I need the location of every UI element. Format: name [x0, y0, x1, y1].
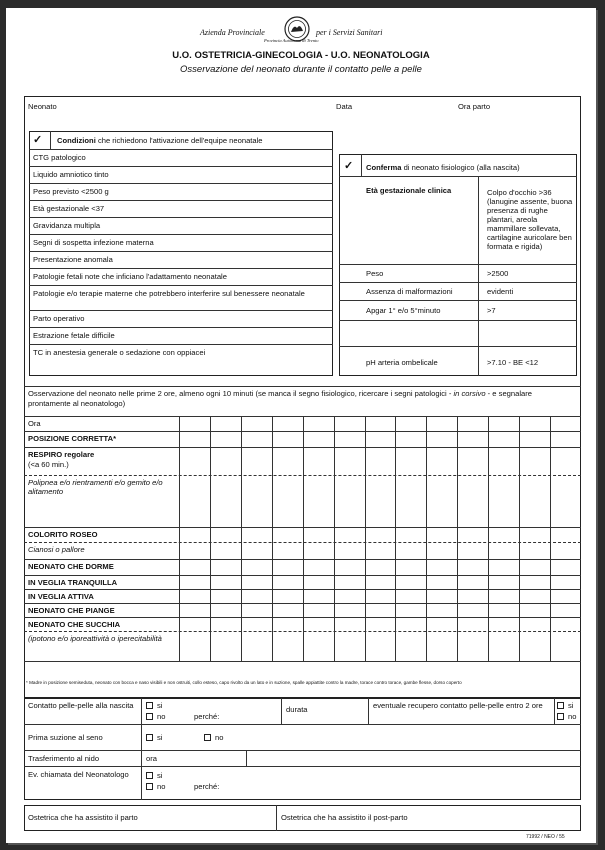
- observation-cell[interactable]: [179, 559, 210, 575]
- observation-cell[interactable]: [241, 575, 272, 589]
- suzione-label: Prima suzione al seno: [28, 733, 103, 742]
- observation-row-label: NEONATO CHE PIANGE: [28, 606, 115, 615]
- observation-cell[interactable]: [550, 431, 581, 447]
- chiamata-si[interactable]: si: [146, 771, 162, 780]
- observation-row-label: COLORITO ROSEO: [28, 530, 98, 539]
- observation-cell[interactable]: [519, 603, 550, 617]
- observation-cell[interactable]: [550, 617, 581, 631]
- observation-cell[interactable]: [519, 542, 550, 559]
- observation-cell[interactable]: [426, 475, 457, 527]
- observation-cell[interactable]: [395, 589, 426, 603]
- observation-cell[interactable]: [272, 631, 303, 661]
- observation-cell[interactable]: [365, 475, 396, 527]
- neonato-field[interactable]: [66, 99, 331, 119]
- observation-cell[interactable]: [365, 603, 396, 617]
- recupero-si[interactable]: si: [557, 701, 573, 710]
- observation-cell[interactable]: [457, 447, 488, 475]
- recupero-no[interactable]: no: [557, 712, 576, 721]
- observation-cell[interactable]: [334, 475, 365, 527]
- condition-item: Parto operativo: [33, 314, 85, 323]
- confirm-label: Apgar 1° e/o 5°minuto: [366, 305, 441, 315]
- observation-cell[interactable]: [334, 416, 365, 431]
- observation-cell[interactable]: [395, 559, 426, 575]
- checkbox[interactable]: [146, 713, 153, 720]
- confirm-title: Conferma di neonato fisiologico (alla nascita): [366, 163, 520, 172]
- observation-cell[interactable]: [550, 542, 581, 559]
- observation-cell[interactable]: [550, 575, 581, 589]
- observation-cell[interactable]: [365, 575, 396, 589]
- observation-cell[interactable]: [457, 617, 488, 631]
- observation-cell[interactable]: [241, 431, 272, 447]
- observation-cell[interactable]: [457, 559, 488, 575]
- observation-cell[interactable]: [210, 617, 241, 631]
- observation-cell[interactable]: [519, 475, 550, 527]
- observation-cell[interactable]: [179, 617, 210, 631]
- observation-cell[interactable]: [519, 589, 550, 603]
- observation-cell[interactable]: [210, 431, 241, 447]
- checkbox[interactable]: [146, 772, 153, 779]
- observation-cell[interactable]: [272, 527, 303, 542]
- observation-cell[interactable]: [179, 589, 210, 603]
- observation-cell[interactable]: [550, 475, 581, 527]
- footnote: * Madre in posizione semiseduta, neonato con bocca e naso visibili e non ostruiti, collo esteso, capo rivolto da un lato e in suzione, spalle appiattite contro la madre, torace contro torace, gambe flesse, dorso coperto: [26, 680, 462, 685]
- chiamata-perche: perché:: [194, 782, 220, 791]
- observation-cell[interactable]: [519, 617, 550, 631]
- observation-cell[interactable]: [395, 527, 426, 542]
- checkbox[interactable]: [204, 734, 211, 741]
- confirm-label: Assenza di malformazioni: [366, 286, 453, 296]
- observation-cell[interactable]: [179, 475, 210, 527]
- observation-cell[interactable]: [303, 447, 334, 475]
- observation-cell[interactable]: [365, 416, 396, 431]
- observation-cell[interactable]: [519, 527, 550, 542]
- observation-cell[interactable]: [457, 527, 488, 542]
- condition-item: Presentazione anomala: [33, 255, 113, 264]
- ora-parto-field[interactable]: [498, 99, 578, 119]
- observation-cell[interactable]: [303, 559, 334, 575]
- observation-cell[interactable]: [457, 575, 488, 589]
- condition-item: CTG patologico: [33, 153, 86, 162]
- observation-cell[interactable]: [303, 589, 334, 603]
- checkbox[interactable]: [557, 702, 564, 709]
- observation-cell[interactable]: [488, 416, 519, 431]
- observation-cell[interactable]: [519, 447, 550, 475]
- confirm-check-icon: ✓: [344, 160, 354, 172]
- observation-cell[interactable]: [334, 603, 365, 617]
- org-right: per i Servizi Sanitari: [316, 28, 383, 37]
- observation-cell[interactable]: [426, 575, 457, 589]
- observation-cell[interactable]: [488, 527, 519, 542]
- observation-cell[interactable]: [210, 527, 241, 542]
- trasferimento-ora: ora: [146, 754, 157, 763]
- observation-row-label: RESPIRO regolare: [28, 450, 95, 459]
- conditions-title: Condizioni che richiedono l'attivazione dell'equipe neonatale: [57, 136, 263, 145]
- observation-cell[interactable]: [272, 416, 303, 431]
- data-field[interactable]: [358, 99, 453, 119]
- contatto-perche: perché:: [194, 712, 220, 721]
- confirm-label: Peso: [366, 268, 384, 278]
- observation-cell[interactable]: [241, 416, 272, 431]
- observation-cell[interactable]: [426, 603, 457, 617]
- observation-cell[interactable]: [241, 559, 272, 575]
- observation-cell[interactable]: [426, 559, 457, 575]
- confirm-value: Colpo d'occhio >36 (lanugine assente, buona presenza di rughe plantari, areola mammillare sollevata, cartilagine auricolare ben formata e rigida): [487, 188, 573, 251]
- observation-cell[interactable]: [210, 542, 241, 559]
- observation-cell[interactable]: [395, 603, 426, 617]
- condition-item: TC in anestesia generale o sedazione con oppiacei: [33, 348, 206, 357]
- observation-cell[interactable]: [457, 603, 488, 617]
- observation-cell[interactable]: [519, 431, 550, 447]
- contatto-label: Contatto pelle-pelle alla nascita: [28, 701, 134, 710]
- observation-cell[interactable]: [365, 542, 396, 559]
- observation-cell[interactable]: [179, 447, 210, 475]
- chiamata-label: Ev. chiamata del Neonatologo: [28, 770, 129, 779]
- observation-cell[interactable]: [210, 631, 241, 661]
- observation-cell[interactable]: [210, 575, 241, 589]
- observation-row-label: Ora: [28, 419, 41, 428]
- observation-cell[interactable]: [426, 617, 457, 631]
- observation-cell[interactable]: [303, 542, 334, 559]
- condition-item: Segni di sospetta infezione materna: [33, 238, 154, 247]
- confirm-label: Età gestazionale clinica: [366, 186, 452, 195]
- observation-intro: Osservazione del neonato nelle prime 2 ore, almeno ogni 10 minuti (se manca il segno fisiologico, ricercare i segni patologici - in corsivo - e segnalare prontamente al neonatologo): [28, 389, 532, 408]
- observation-cell[interactable]: [426, 431, 457, 447]
- neonato-label: Neonato: [28, 102, 57, 111]
- form-code: 71992 / NEO / 55: [526, 834, 565, 840]
- observation-cell[interactable]: [519, 575, 550, 589]
- condition-item: Patologie e/o terapie materne che potrebbero interferire sul benessere neonatale: [33, 289, 305, 298]
- observation-cell[interactable]: [334, 589, 365, 603]
- durata-label: durata: [286, 705, 308, 714]
- observation-row-label: NEONATO CHE SUCCHIA: [28, 620, 121, 629]
- observation-cell[interactable]: [272, 589, 303, 603]
- observation-cell[interactable]: [272, 559, 303, 575]
- observation-cell[interactable]: [179, 527, 210, 542]
- observation-cell[interactable]: [488, 631, 519, 661]
- checkbox[interactable]: [557, 713, 564, 720]
- observation-cell[interactable]: [488, 589, 519, 603]
- observation-cell[interactable]: [241, 447, 272, 475]
- observation-cell[interactable]: [550, 631, 581, 661]
- suzione-si[interactable]: si: [146, 733, 162, 742]
- observation-cell[interactable]: [334, 527, 365, 542]
- org-left: Azienda Provinciale: [200, 28, 265, 37]
- form-title: Osservazione del neonato durante il contatto pelle a pelle: [180, 64, 422, 75]
- observation-cell[interactable]: [272, 431, 303, 447]
- observation-cell[interactable]: [210, 559, 241, 575]
- observation-cell[interactable]: [395, 431, 426, 447]
- observation-cell[interactable]: [303, 617, 334, 631]
- observation-row-label: (ipotono e/o iporeattività o iperecitabilità: [28, 634, 162, 643]
- observation-cell[interactable]: [210, 475, 241, 527]
- checkbox[interactable]: [146, 702, 153, 709]
- contatto-si[interactable]: si: [146, 701, 162, 710]
- observation-cell[interactable]: [179, 542, 210, 559]
- observation-cell[interactable]: [272, 603, 303, 617]
- observation-cell[interactable]: [457, 631, 488, 661]
- condition-item: Patologie fetali note che inficiano l'adattamento neonatale: [33, 272, 227, 281]
- observation-cell[interactable]: [395, 617, 426, 631]
- observation-cell[interactable]: [550, 559, 581, 575]
- observation-cell[interactable]: [365, 447, 396, 475]
- observation-cell[interactable]: [519, 416, 550, 431]
- observation-cell[interactable]: [272, 617, 303, 631]
- observation-cell[interactable]: [210, 589, 241, 603]
- observation-cell[interactable]: [488, 575, 519, 589]
- observation-cell[interactable]: [303, 475, 334, 527]
- condition-item: Estrazione fetale difficile: [33, 331, 115, 340]
- observation-cell[interactable]: [334, 575, 365, 589]
- observation-cell[interactable]: [550, 416, 581, 431]
- condition-item: Peso previsto <2500 g: [33, 187, 109, 196]
- observation-row-label: Cianosi o pallore: [28, 545, 85, 554]
- checkbox[interactable]: [146, 783, 153, 790]
- condition-item: Età gestazionale <37: [33, 204, 105, 213]
- org-sub: Provincia Autonoma di Trento: [264, 38, 319, 43]
- observation-cell[interactable]: [241, 475, 272, 527]
- observation-cell[interactable]: [303, 575, 334, 589]
- observation-cell[interactable]: [395, 631, 426, 661]
- observation-cell[interactable]: [488, 603, 519, 617]
- observation-cell[interactable]: [210, 447, 241, 475]
- observation-cell[interactable]: [334, 559, 365, 575]
- form-sheet: [6, 8, 596, 843]
- observation-cell[interactable]: [365, 431, 396, 447]
- observation-cell[interactable]: [550, 527, 581, 542]
- condition-item: Liquido amniotico tinto: [33, 170, 109, 179]
- observation-cell[interactable]: [210, 416, 241, 431]
- recupero-label: eventuale recupero contatto pelle-pelle entro 2 ore: [373, 701, 543, 710]
- observation-cell[interactable]: [457, 431, 488, 447]
- observation-cell[interactable]: [457, 589, 488, 603]
- observation-cell[interactable]: [550, 603, 581, 617]
- observation-cell[interactable]: [334, 431, 365, 447]
- contatto-no[interactable]: no: [146, 712, 165, 721]
- observation-cell[interactable]: [241, 527, 272, 542]
- observation-row-label: IN VEGLIA ATTIVA: [28, 592, 94, 601]
- observation-cell[interactable]: [272, 447, 303, 475]
- observation-cell[interactable]: [488, 542, 519, 559]
- observation-cell[interactable]: [426, 527, 457, 542]
- observation-cell[interactable]: [210, 603, 241, 617]
- trasferimento-label: Trasferimento al nido: [28, 754, 100, 763]
- observation-cell[interactable]: [365, 527, 396, 542]
- observation-cell[interactable]: [488, 447, 519, 475]
- checkbox[interactable]: [146, 734, 153, 741]
- observation-cell[interactable]: [395, 416, 426, 431]
- observation-cell[interactable]: [334, 617, 365, 631]
- confirm-label: pH arteria ombelicale: [366, 358, 438, 367]
- confirm-value: >7.10 - BE <12: [487, 358, 539, 367]
- ora-parto-label: Ora parto: [458, 102, 491, 111]
- observation-cell[interactable]: [241, 589, 272, 603]
- observation-cell[interactable]: [303, 416, 334, 431]
- observation-cell[interactable]: [179, 416, 210, 431]
- observation-cell[interactable]: [488, 431, 519, 447]
- observation-cell[interactable]: [365, 631, 396, 661]
- condition-item: Gravidanza multipla: [33, 221, 101, 230]
- observation-cell[interactable]: [241, 542, 272, 559]
- observation-cell[interactable]: [272, 575, 303, 589]
- observation-cell[interactable]: [519, 559, 550, 575]
- observation-cell[interactable]: [334, 631, 365, 661]
- observation-cell[interactable]: [395, 542, 426, 559]
- observation-cell[interactable]: [519, 631, 550, 661]
- observation-cell[interactable]: [179, 631, 210, 661]
- observation-cell[interactable]: [241, 603, 272, 617]
- observation-cell[interactable]: [179, 603, 210, 617]
- observation-cell[interactable]: [550, 447, 581, 475]
- data-label: Data: [336, 102, 353, 111]
- observation-row-label: IN VEGLIA TRANQUILLA: [28, 578, 118, 587]
- observation-cell[interactable]: [457, 416, 488, 431]
- observation-row-label: POSIZIONE CORRETTA*: [28, 434, 117, 443]
- chiamata-no[interactable]: no: [146, 782, 165, 791]
- confirm-value: >7: [487, 305, 496, 315]
- observation-cell[interactable]: [303, 527, 334, 542]
- observation-cell[interactable]: [426, 589, 457, 603]
- observation-cell[interactable]: [365, 589, 396, 603]
- observation-cell[interactable]: [241, 617, 272, 631]
- observation-cell[interactable]: [334, 447, 365, 475]
- observation-cell[interactable]: [272, 475, 303, 527]
- confirm-value: >2500: [487, 268, 509, 278]
- observation-cell[interactable]: [426, 631, 457, 661]
- observation-cell[interactable]: [395, 475, 426, 527]
- ostetrica-parto-label: Ostetrica che ha assistito il parto: [28, 813, 138, 822]
- observation-row-label: Polipnea e/o rientramenti e/o gemito e/o alitamento: [28, 478, 163, 496]
- confirm-value: evidenti: [487, 286, 514, 296]
- observation-cell[interactable]: [488, 617, 519, 631]
- observation-cell[interactable]: [426, 416, 457, 431]
- observation-row-label: NEONATO CHE DORME: [28, 562, 114, 571]
- observation-cell[interactable]: [272, 542, 303, 559]
- observation-cell[interactable]: [550, 589, 581, 603]
- observation-cell[interactable]: [457, 542, 488, 559]
- observation-cell[interactable]: [334, 542, 365, 559]
- observation-cell[interactable]: [395, 575, 426, 589]
- observation-cell[interactable]: [395, 447, 426, 475]
- observation-cell[interactable]: [303, 431, 334, 447]
- observation-cell[interactable]: [365, 617, 396, 631]
- observation-cell[interactable]: [303, 631, 334, 661]
- observation-cell[interactable]: [241, 631, 272, 661]
- observation-cell[interactable]: [488, 475, 519, 527]
- conditions-check-icon: ✓: [33, 134, 43, 146]
- unit-title: U.O. OSTETRICIA-GINECOLOGIA - U.O. NEONATOLOGIA: [172, 50, 430, 61]
- observation-cell[interactable]: [426, 542, 457, 559]
- observation-cell[interactable]: [365, 559, 396, 575]
- observation-cell[interactable]: [457, 475, 488, 527]
- observation-cell[interactable]: [488, 559, 519, 575]
- observation-cell[interactable]: [179, 431, 210, 447]
- observation-row-sub: (<a 60 min.): [28, 460, 69, 469]
- observation-cell[interactable]: [179, 575, 210, 589]
- observation-cell[interactable]: [303, 603, 334, 617]
- suzione-no[interactable]: no: [204, 733, 223, 742]
- ostetrica-post-label: Ostetrica che ha assistito il post-parto: [281, 813, 408, 822]
- observation-cell[interactable]: [426, 447, 457, 475]
